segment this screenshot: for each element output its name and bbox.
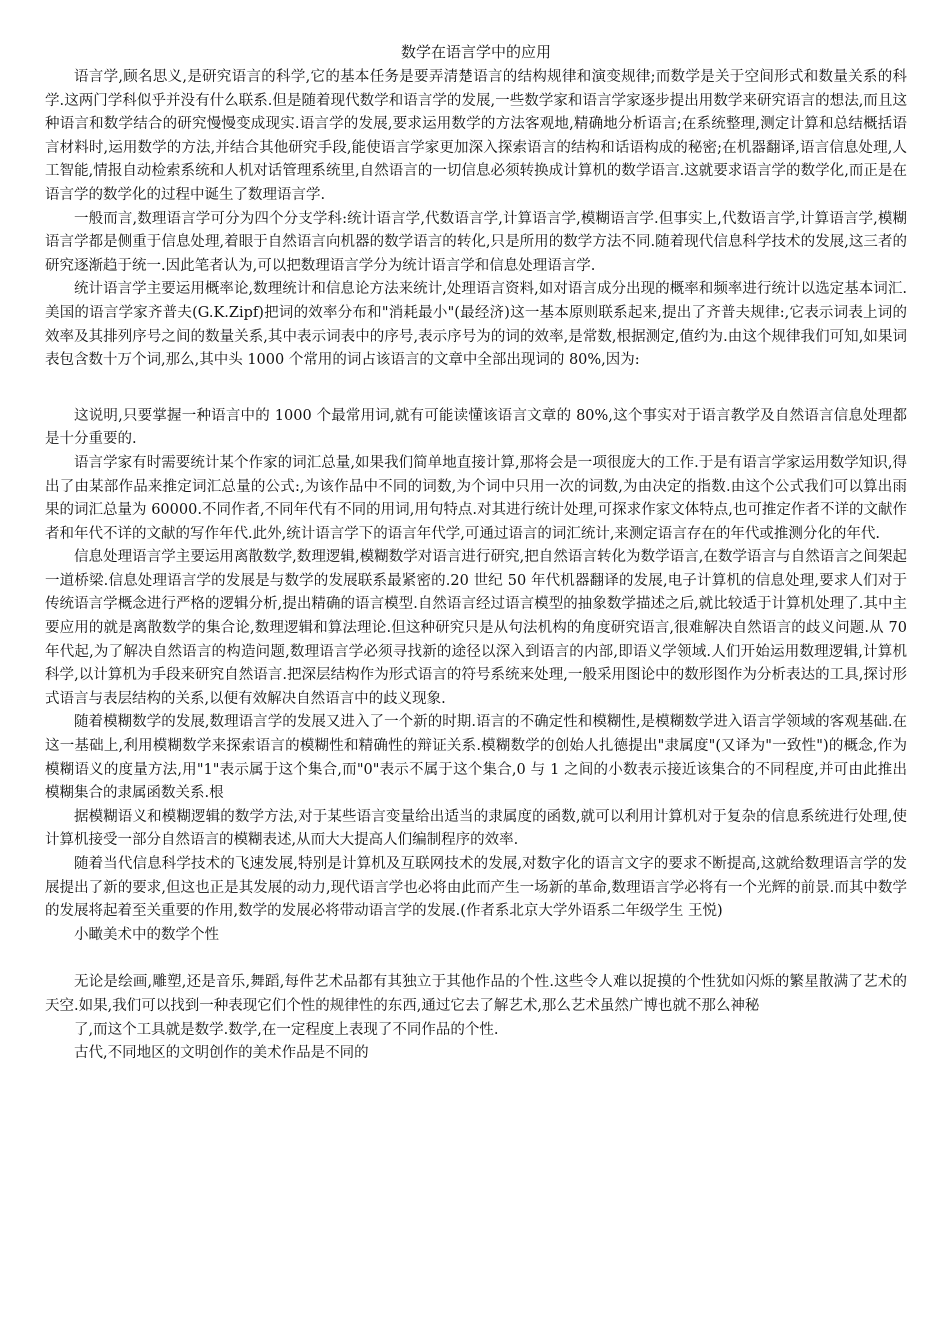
paragraph-1000-words: 这说明,只要掌握一种语言中的 1000 个最常用词,就有可能读懂该语言文章的 80%,这个事实对于语言教学及自然语言信息处理都是十分重要的.	[45, 407, 907, 448]
paragraph-branches: 一般而言,数理语言学可分为四个分支学科:统计语言学,代数语言学,计算语言学,模糊语言学.但事实上,代数语言学,计算语言学,模糊语言学都是侧重于信息处理,着眼于自然语言向机器的数学语言的转化,只是所用的数学方法不同.随着现代信息科学技术的发展,这三者的研究逐渐趋于统一.因此笔者认为,可以把数理语言学分为统计语言学和信息处理语言学.	[45, 210, 907, 274]
section-gap	[45, 947, 907, 971]
paragraph-vocabulary-total: 语言学家有时需要统计某个作家的词汇总量,如果我们简单地直接计算,那将会是一项很庞大的工作.于是有语言学家运用数学知识,得出了由某部作品来推定词汇总量的公式:,为该作品中不同的词数,为个词中只用一次的词数,为由决定的指数.由这个公式我们可以算出雨果的词汇总量为 60000.不同作者,不同年代有不同的用词,用句特点.对其进行统计处理,可探求作家文体特点,也可推定作者不详的文献作者和年代不详的文献的写作年代.此外,统计语言学下的语言年代学,可通过语言的词汇统计,来测定语言存在的年代或推测分化的年代.	[45, 454, 907, 542]
paragraph-conclusion: 随着当代信息科学技术的飞速发展,特别是计算机及互联网技术的发展,对数字化的语言文字的要求不断提高,这就给数理语言学的发展提出了新的要求,但这也正是其发展的动力,现代语言学也必将由此而产生一场新的革命,数理语言学必将有一个光辉的前景.而其中数学的发展将起着至关重要的作用,数学的发展必将带动语言学的发展.(作者系北京大学外语系二年级学生 王悦)	[45, 856, 907, 920]
paragraph-intro: 语言学,顾名思义,是研究语言的科学,它的基本任务是要弄清楚语言的结构规律和演变规律;而数学是关于空间形式和数量关系的科学.这两门学科似乎并没有什么联系.但是随着现代数学和语言学的发展,一些数学家和语言学家逐步提出用数学来研究语言的想法,而且这种语言和数学结合的研究慢慢变成现实.语言学的发展,要求运用数学的方法客观地,精确地分析语言;在系统整理,测定计算和总结概括语言材料时,运用数学的方法,并结合其他研究手段,能使语言学家更加深入探索语言的结构和话语构成的秘密;在机器翻译,语言信息处理,人工智能,情报自动检索系统和人机对话管理系统里,自然语言的一切信息必须转换成计算机的数学语言.这就要求语言学的数学化,而正是在语言学的数学化的过程中诞生了数理语言学.	[45, 69, 907, 203]
document-title: 数学在语言学中的应用	[400, 43, 551, 61]
paragraph-statistical-linguistics: 统计语言学主要运用概率论,数理统计和信息论方法来统计,处理语言资料,如对语言成分出现的概率和频率进行统计以选定基本词汇.美国的语言学家齐普夫(G.K.Zipf)把词的效率分布和"消耗最小"(最经济)这一基本原则联系起来,提出了齐普夫规律:,它表示词表上词的效率及其排列序号之间的数量关系,其中表示词表中的序号,表示序号为的词的效率,是常数,根据测定,值约为.由这个规律我们可知,如果词表包含数十万个词,那么,其中头 1000 个常用的词占该语言的文章中全部出现词的 80%,因为:	[45, 281, 907, 369]
paragraph-information-processing: 信息处理语言学主要运用离散数学,数理逻辑,模糊数学对语言进行研究,把自然语言转化为数学语言,在数学语言与自然语言之间架起一道桥梁.信息处理语言学的发展是与数学的发展联系最紧密的.20 世纪 50 年代机器翻译的发展,电子计算机的信息处理,要求人们对于传统语言学概念进行严格的逻辑分析,提出精确的语言模型.自然语言经过语言模型的抽象数学描述之后,就比较适于计算机处理了.其中主要应用的就是离散数学的集合论,数理逻辑和算法理论.但这种研究只是从句法机构的角度研究语言,很难解决自然语言的歧义问题.从 70 年代起,为了解决自然语言的构造问题,数理语言学必须寻找新的途径以深入到语言的内部,即语义学领域.人们开始运用数理逻辑,计算机科学,以计算机为手段来研究自然语言.把深层结构作为形式语言的符号系统来处理,一般采用图论中的数形图作为分析表达的工具,探讨形式语言与表层结构的关系,以便有效解决自然语言中的歧义现象.	[45, 549, 907, 707]
formula-gap	[45, 373, 907, 405]
document-page	[45, 40, 907, 1320]
paragraph-fuzzy-logic: 据模糊语义和模糊逻辑的数学方法,对于某些语言变量给出适当的隶属度的函数,就可以利用计算机对于复杂的信息系统进行处理,使计算机接受一部分自然语言的模糊表述,从而大大提高人们编制程序的效率.	[45, 808, 907, 849]
paragraph-art-ancient: 古代,不同地区的文明创作的美术作品是不同的	[74, 1045, 369, 1062]
paragraph-art-individuality: 无论是绘画,雕塑,还是音乐,舞蹈,每件艺术品都有其独立于其他作品的个性.这些令人难以捉摸的个性犹如闪烁的繁星散满了艺术的天空.如果,我们可以找到一种表现它们个性的规律性的东西,通过它去了解艺术,那么艺术虽然广博也就不那么神秘	[45, 974, 907, 1014]
paragraph-art-tool: 了,而这个工具就是数学.数学,在一定程度上表现了不同作品的个性.	[74, 1021, 499, 1038]
paragraph-fuzzy-math: 随着模糊数学的发展,数理语言学的发展又进入了一个新的时期.语言的不确定性和模糊性,是模糊数学进入语言学领域的客观基础.在这一基础上,利用模糊数学来探索语言的模糊性和精确性的辩证关系.模糊数学的创始人扎德提出"隶属度"(又译为"一致性")的概念,作为模糊语义的度量方法,用"1"表示属于这个集合,而"0"表示不属于这个集合,0 与 1 之间的小数表示接近该集合的不同程度,并可由此推出模糊集合的隶属函数关系.根	[45, 714, 907, 802]
section2-title: 小瞰美术中的数学个性	[74, 926, 219, 943]
